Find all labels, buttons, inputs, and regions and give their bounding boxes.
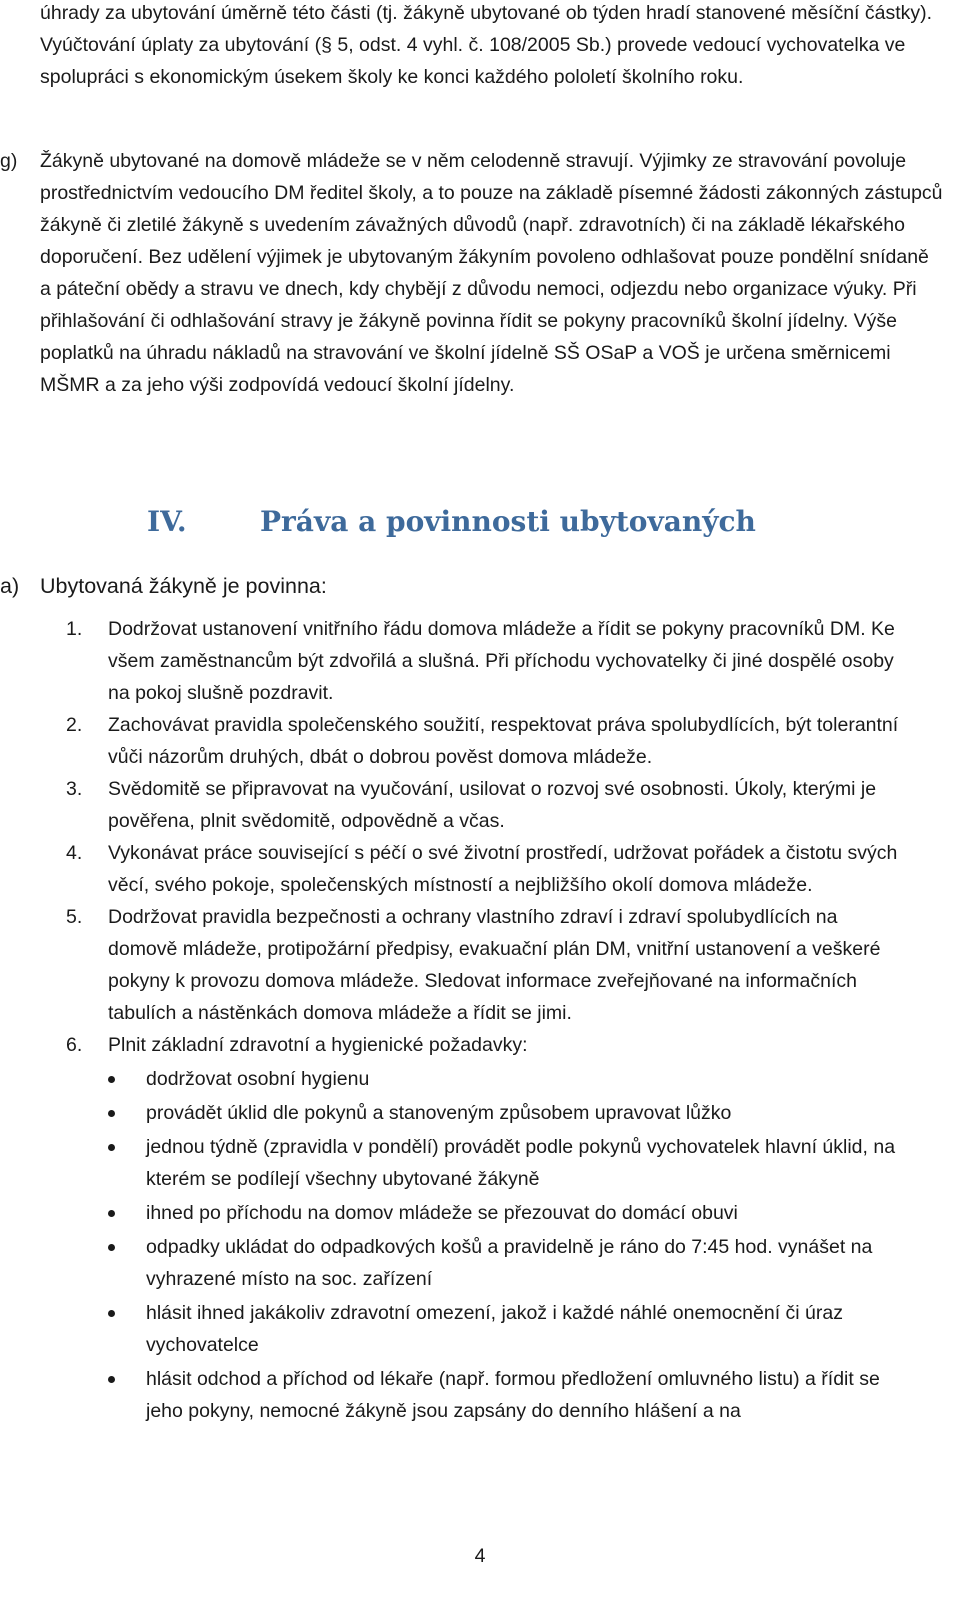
duty-number: 6.	[66, 1034, 83, 1056]
hygiene-item	[108, 1363, 906, 1427]
duty-item	[0, 837, 908, 901]
section-title: Práva a povinnosti ubytovaných	[260, 505, 756, 538]
hygiene-list	[108, 1063, 908, 1427]
duty-number: 4.	[66, 842, 83, 864]
duty-number: 2.	[66, 714, 83, 736]
duty-text: Svědomitě se připravovat na vyučování, usilovat o rozvoj své osobnosti. Úkoly, kterými je pověřena, plnit svědomitě, odpovědně a včas.	[108, 778, 877, 832]
bullet-icon	[108, 1210, 115, 1217]
hygiene-item	[108, 1063, 906, 1095]
hygiene-item-text: jednou týdně (zpravidla v pondělí) provádět podle pokynů vychovatelek hlavní úklid, na kterém se podílejí všechny ubytované žákyně	[146, 1136, 896, 1190]
duty-item	[0, 1029, 908, 1427]
hygiene-item	[108, 1231, 906, 1295]
subsection-a-text: Ubytovaná žákyně je povinna:	[40, 574, 327, 598]
duty-item	[0, 613, 908, 709]
hygiene-item	[108, 1097, 906, 1129]
duty-number: 3.	[66, 778, 83, 800]
bullet-icon	[108, 1376, 115, 1383]
duty-item	[0, 901, 908, 1029]
hygiene-item-text: hlásit ihned jakákoliv zdravotní omezení, jakož i každé náhlé onemocnění či úraz vychovatelce	[146, 1302, 843, 1356]
duty-text: Plnit základní zdravotní a hygienické požadavky:	[108, 1034, 528, 1056]
hygiene-item-text: odpadky ukládat do odpadkových košů a pravidelně je ráno do 7:45 hod. vynášet na vyhrazené místo na soc. zařízení	[146, 1236, 873, 1290]
intro-paragraph: úhrady za ubytování úměrně této části (tj. žákyně ubytované ob týden hradí stanovené měsíční částky). Vyúčtování úplaty za ubytování (§ 5, odst. 4 vyhl. č. 108/2005 Sb.) provede vedoucí vychovatelka ve spolupráci s ekonomickým úsekem školy ke konci každého pololetí školního roku.	[40, 2, 933, 88]
bullet-icon	[108, 1244, 115, 1251]
subsection-a-label: a)	[0, 574, 20, 598]
hygiene-item-text: ihned po příchodu na domov mládeže se přezouvat do domácí obuvi	[146, 1202, 738, 1224]
hygiene-item-text: hlásit odchod a příchod od lékaře (např. formou předložení omluvného listu) a řídit se jeho pokyny, nemocné žákyně jsou zapsány do denního hlášení a na	[146, 1368, 880, 1422]
bullet-icon	[108, 1144, 115, 1151]
bullet-icon	[108, 1110, 115, 1117]
duty-text: Dodržovat pravidla bezpečnosti a ochrany vlastního zdraví i zdraví spolubydlících na domově mládeže, protipožární předpisy, evakuační plán DM, vnitřní ustanovení a veškeré pokyny k provozu domova mládeže. Sledovat informace zveřejňované na informačních tabulích a nástěnkách domova mládeže a řídit se jimi.	[108, 906, 881, 1024]
duty-item	[0, 773, 908, 837]
hygiene-item	[108, 1297, 906, 1361]
hygiene-item	[108, 1131, 906, 1195]
duty-number: 5.	[66, 906, 83, 928]
duty-item	[0, 709, 908, 773]
duty-number: 1.	[66, 618, 83, 640]
hygiene-item-text: dodržovat osobní hygienu	[146, 1068, 370, 1090]
hygiene-item-text: provádět úklid dle pokynů a stanoveným způsobem upravovat lůžko	[146, 1102, 732, 1124]
item-g-text: Žákyně ubytované na domově mládeže se v něm celodenně stravují. Výjimky ze stravování povoluje prostřednictvím vedoucího DM ředitel školy, a to pouze na základě písemné žádosti zákonných zástupců žákyně či zletilé žákyně s uvedením závažných důvodů (např. zdravotních) či na základě lékařského doporučení. Bez udělení výjimek je ubytovaným žákyním povoleno odhlašovat pouze pondělní snídaně a páteční obědy a stravu ve dnech, kdy chybějí z důvodu nemoci, odjezdu nebo organizace výuky. Při přihlašování či odhlašování stravy je žákyně povinna řídit se pokyny pracovníků školní jídelny. Výše poplatků na úhradu nákladů na stravování ve školní jídelně SŠ OSaP a VOŠ je určena směrnicemi MŠMR a za jeho výši zodpovídá vedoucí školní jídelny.	[40, 150, 943, 396]
bullet-icon	[108, 1310, 115, 1317]
duty-text: Vykonávat práce související s péčí o své životní prostředí, udržovat pořádek a čistotu svých věcí, svého pokoje, společenských místností a nejbližšího okolí domova mládeže.	[108, 842, 898, 896]
item-g-label: g)	[0, 150, 18, 172]
page-number: 4	[474, 1545, 486, 1567]
duty-text: Zachovávat pravidla společenského soužití, respektovat práva spolubydlících, být tolerantní vůči názorům druhých, dbát o dobrou pověst domova mládeže.	[108, 714, 899, 768]
section-number: IV.	[147, 505, 187, 538]
duty-text: Dodržovat ustanovení vnitřního řádu domova mládeže a řídit se pokyny pracovníků DM. Ke všem zaměstnancům být zdvořilá a slušná. Při příchodu vychovatelky či jiné dospělé osoby na pokoj slušně pozdravit.	[108, 618, 895, 704]
bullet-icon	[108, 1076, 115, 1083]
duties-list	[0, 613, 960, 1427]
hygiene-item	[108, 1197, 906, 1229]
